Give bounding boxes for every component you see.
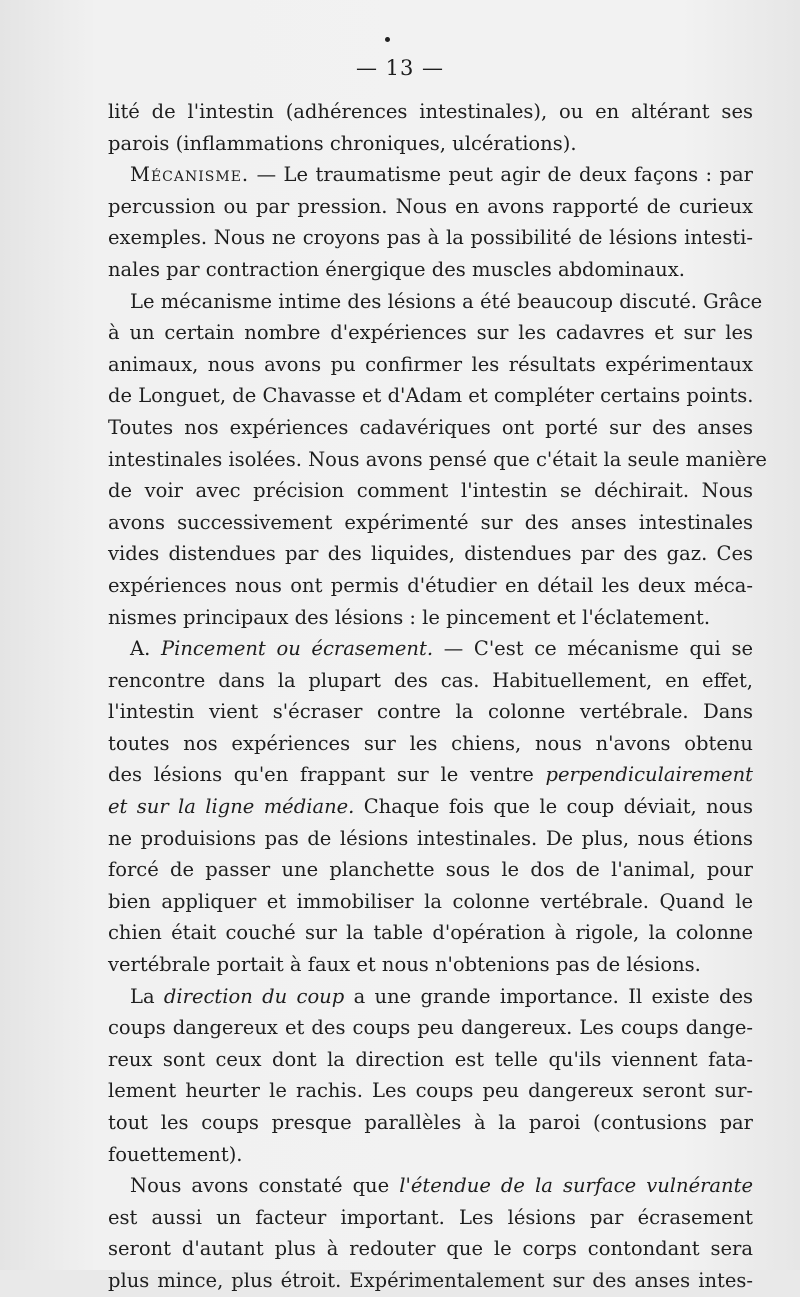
text-run: — Le traumatisme peut agir de deux façons : par (249, 163, 753, 187)
text-run: à un certain nombre d'expériences sur les cadavres et sur les (108, 321, 753, 345)
text-line (108, 191, 753, 223)
text-run: chien était couché sur la table d'opération à rigole, la colonne (108, 921, 753, 945)
text-run: seront d'autant plus à redouter que le corps contondant sera (108, 1237, 753, 1261)
text-line (108, 1170, 753, 1202)
text-line (108, 317, 753, 349)
text-line (108, 96, 753, 128)
text-run: intestinales isolées. Nous avons pensé que c'était la seule manière (108, 447, 767, 471)
text-run: des lésions qu'en frappant sur le ventre (108, 763, 546, 787)
text-line (108, 507, 753, 539)
text-line (108, 1012, 753, 1044)
text-line (108, 823, 753, 855)
text-run: ne produisions pas de lésions intestinales. De plus, nous étions (108, 826, 753, 850)
italic-text: direction du coup (163, 984, 345, 1008)
page-number: — 13 — (355, 56, 445, 80)
text-run: rencontre dans la plupart des cas. Habituellement, en effet, (108, 668, 753, 692)
text-line (108, 222, 753, 254)
text-run: plus mince, plus étroit. Expérimentalement sur des anses intes- (108, 1268, 753, 1292)
italic-text: perpendiculairement (545, 763, 753, 787)
small-caps-heading: Mécanisme. (130, 163, 250, 187)
text-line (108, 538, 753, 570)
text-run: exemples. Nous ne croyons pas à la possibilité de lésions intesti- (108, 226, 753, 250)
text-run: coups dangereux et des coups peu dangereux. Les coups dange- (108, 1016, 753, 1040)
italic-text: l'étendue de la surface vulnérante (399, 1174, 753, 1198)
text-line (108, 444, 767, 476)
text-run: toutes nos expériences sur les chiens, nous n'avons obtenu (108, 731, 753, 755)
text-run: lement heurter le rachis. Les coups peu dangereux seront sur- (108, 1079, 753, 1103)
text-line (108, 917, 753, 949)
italic-text: Pincement ou écrasement. (160, 637, 434, 661)
text-line (108, 380, 753, 412)
text-run: avons successivement expérimenté sur des anses intestinales (108, 510, 753, 534)
text-run: animaux, nous avons pu confirmer les résultats expérimentaux (108, 352, 753, 376)
text-run: lité de l'intestin (adhérences intestinales), ou en altérant ses (108, 100, 753, 123)
text-line (108, 349, 753, 381)
text-line (108, 759, 753, 791)
text-run: nismes principaux des lésions : le pincement et l'éclatement. (108, 605, 711, 629)
text-line (108, 633, 753, 665)
text-line (108, 1107, 753, 1139)
text-line (108, 981, 753, 1013)
text-run: fouettement). (108, 1142, 243, 1166)
text-line (108, 1139, 753, 1171)
text-line (108, 949, 753, 981)
text-run: Nous avons constaté que (130, 1174, 400, 1198)
text-line (108, 128, 753, 160)
text-run: vides distendues par des liquides, distendues par des gaz. Ces (108, 542, 753, 566)
text-run: — C'est ce mécanisme qui se (433, 637, 753, 661)
text-line (108, 696, 753, 728)
text-line (108, 159, 753, 191)
text-run: l'intestin vient s'écraser contre la colonne vertébrale. Dans (108, 700, 753, 724)
text-run: tout les coups presque parallèles à la paroi (contusions par (108, 1111, 753, 1134)
text-run: a une grande importance. Il existe des (344, 984, 754, 1008)
text-line (108, 602, 753, 634)
text-run: Le mécanisme intime des lésions a été beaucoup discuté. Grâce (130, 289, 763, 313)
text-line (108, 854, 753, 886)
text-line (108, 1044, 753, 1076)
text-run: de Longuet, de Chavasse et d'Adam et compléter certains points. (108, 384, 754, 408)
body-text (108, 96, 767, 1297)
text-run: parois (inflammations chroniques, ulcérations). (108, 131, 577, 155)
text-run: A. (130, 637, 161, 661)
text-run: expériences nous ont permis d'étudier en détail les deux méca- (108, 573, 753, 597)
text-line (108, 475, 753, 507)
text-run: Chaque fois que le coup déviait, nous (354, 795, 754, 819)
text-line (108, 412, 753, 444)
text-line (108, 286, 763, 318)
text-run: forcé de passer une planchette sous le dos de l'animal, pour (108, 858, 753, 882)
text-line (108, 570, 753, 602)
text-line (108, 1202, 753, 1234)
text-run: vertébrale portait à faux et nous n'obtenions pas de lésions. (108, 953, 701, 977)
text-line (108, 1075, 753, 1107)
text-run: La (130, 984, 164, 1008)
ink-dot (385, 37, 390, 42)
text-line (108, 1233, 753, 1265)
text-line (108, 791, 753, 823)
text-run: reux sont ceux dont la direction est telle qu'ils viennent fata- (108, 1047, 753, 1071)
text-line (108, 886, 753, 918)
text-run: percussion ou par pression. Nous en avons rapporté de curieux (108, 194, 753, 218)
text-run: Toutes nos expériences cadavériques ont porté sur des anses (108, 415, 753, 439)
text-line (108, 254, 753, 286)
text-line (108, 728, 753, 760)
text-line (108, 665, 753, 697)
text-run: de voir avec précision comment l'intestin se déchirait. Nous (108, 479, 753, 503)
italic-text: et sur la ligne médiane. (108, 795, 355, 819)
text-run: est aussi un facteur important. Les lésions par écrasement (108, 1205, 753, 1229)
text-run: nales par contraction énergique des muscles abdominaux. (108, 257, 685, 281)
text-run: bien appliquer et immobiliser la colonne vertébrale. Quand le (108, 889, 753, 913)
